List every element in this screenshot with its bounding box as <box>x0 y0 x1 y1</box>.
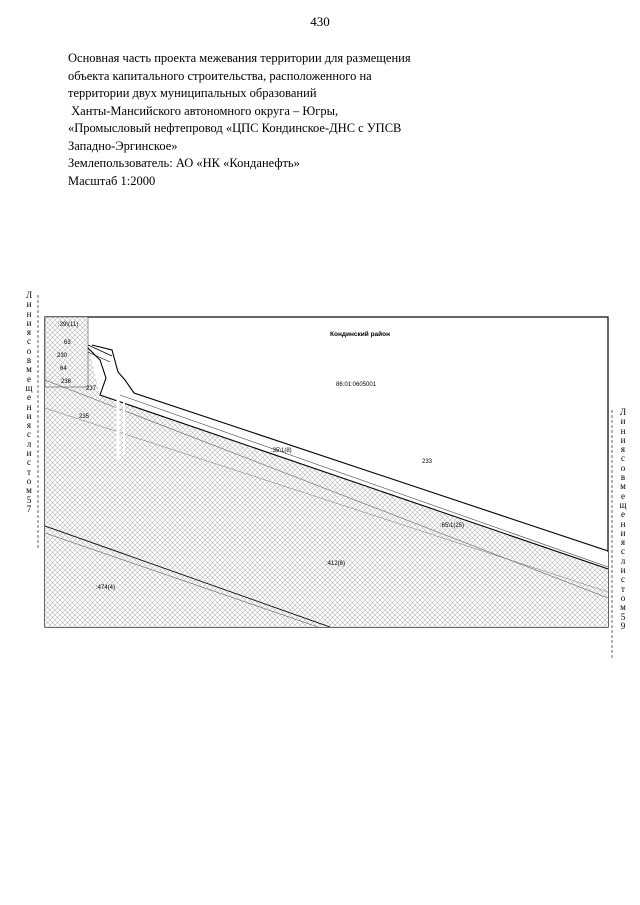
header-line: Западно-Эргинское» <box>68 138 178 153</box>
header-line: Землепользователь: АО «НК «Конданефть» <box>68 156 300 170</box>
page-number: 430 <box>310 14 330 29</box>
match-line-left-label: Л и н и я с о в м е щ е н и я с л и с т о м 5 7 <box>25 290 33 514</box>
match-line-right-label: Л и н и я с о в м е щ е н и я с л и с т о м 5 9 <box>619 407 627 631</box>
district-label: Кондинский район <box>330 331 391 338</box>
header-line: Ханты-Мансийского автономного округа – Югры, <box>68 103 339 118</box>
cadastral-map <box>0 280 640 660</box>
parcel-label: 63 <box>64 340 71 346</box>
parcel-label: 64 <box>60 366 67 372</box>
scale-label: Масштаб 1:2000 <box>68 173 156 188</box>
header-line: территории двух муниципальных образований <box>68 86 317 100</box>
parcel-label: :412(6) <box>326 561 346 567</box>
parcel-label: 233 <box>422 459 433 465</box>
parcel-label: :35\1(8) <box>271 448 292 454</box>
cadastral-quarter-label: 86:01:0605001 <box>336 382 377 388</box>
header-line: «Промысловый нефтепровод «ЦПС Кондинское-ДНС с УПСВ <box>68 121 402 135</box>
document-header <box>68 50 488 190</box>
parcel-label: 230 <box>57 353 68 359</box>
header-line: объекта капитального строительства, расположенного на <box>68 68 372 83</box>
header-line: Основная часть проекта межевания территории для размещения <box>68 51 411 65</box>
parcel-label: 237 <box>86 386 97 392</box>
parcel-label: 236 <box>61 379 72 385</box>
parcel-label: :65\1(25) <box>440 523 465 529</box>
parcel-label: 235 <box>79 414 90 420</box>
parcel-label: :39\(11) <box>58 322 79 328</box>
parcel-label: :474(4) <box>96 585 116 591</box>
